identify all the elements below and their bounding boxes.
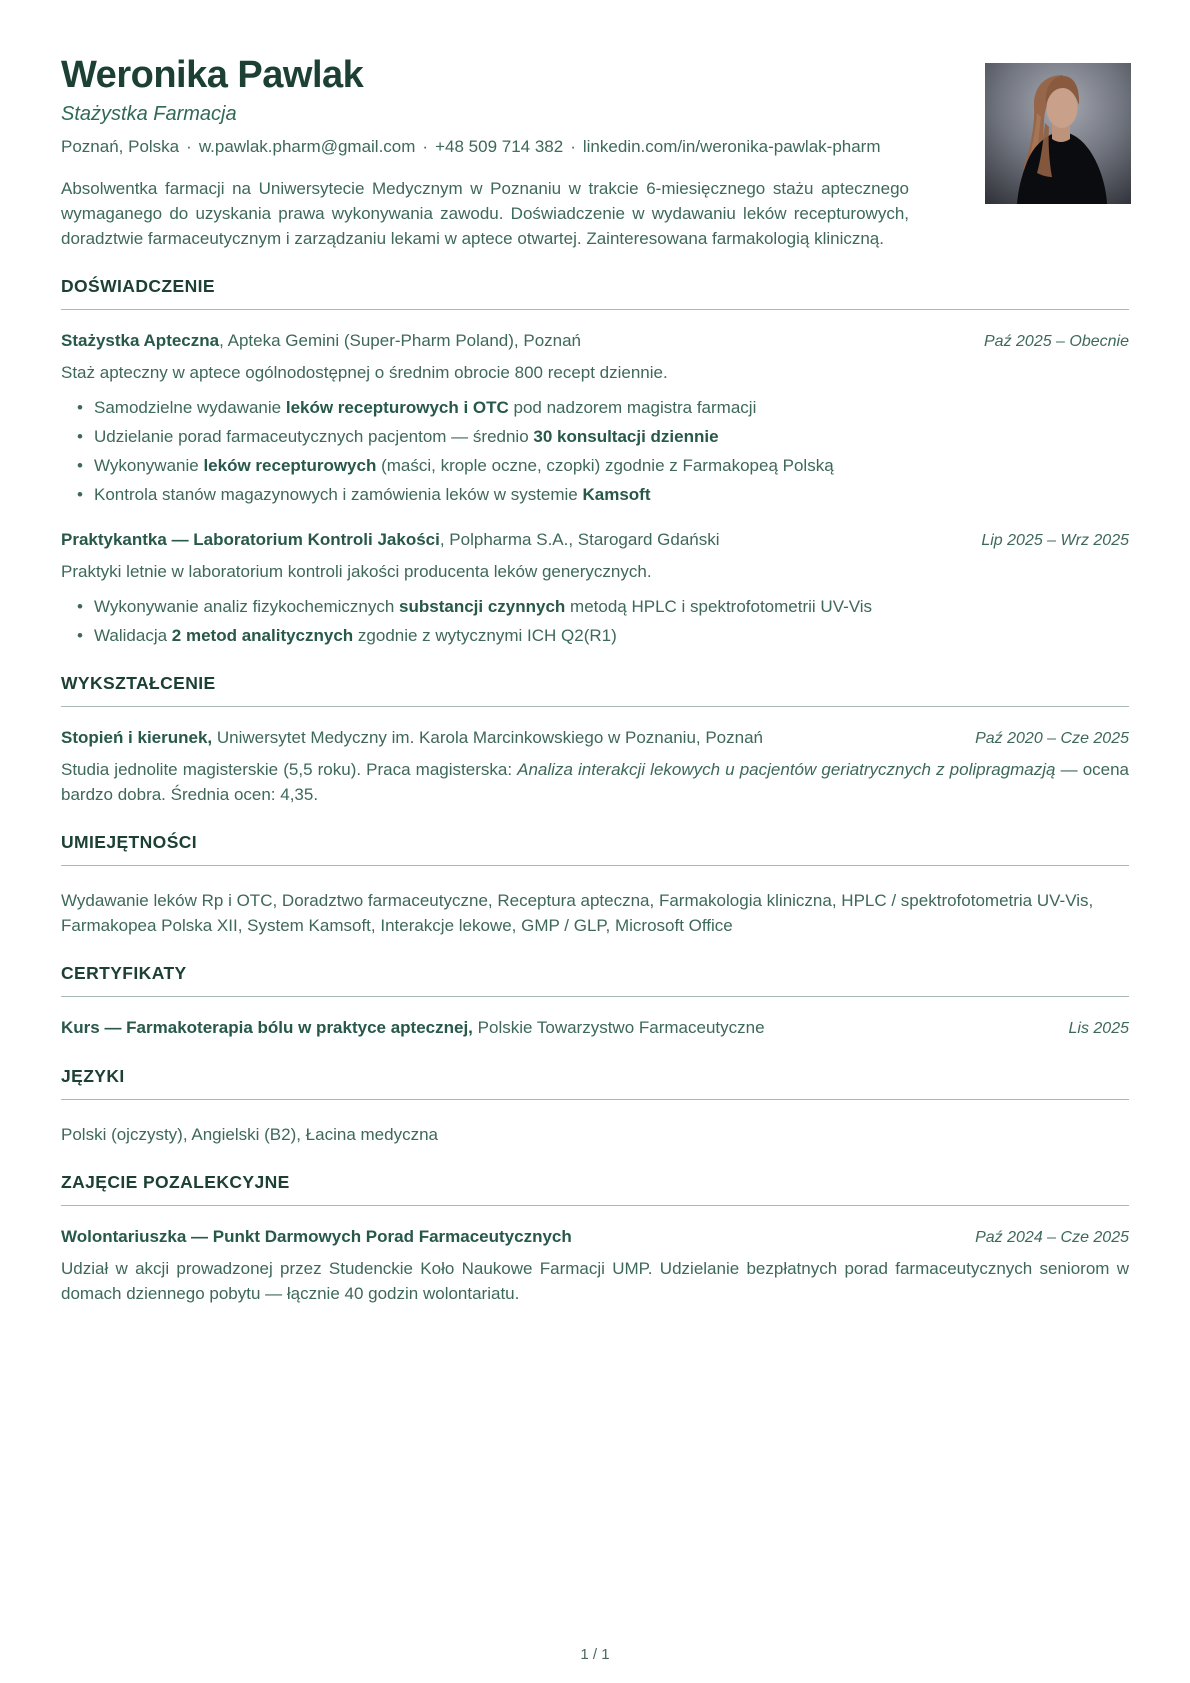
entry-date: Paź 2020 – Cze 2025	[975, 730, 1129, 747]
section-languages	[61, 1065, 1129, 1147]
entry-date: Lip 2025 – Wrz 2025	[981, 532, 1129, 549]
contact-line	[61, 136, 1129, 158]
section-education	[61, 672, 1129, 807]
entry-header	[61, 1224, 1129, 1250]
section-experience	[61, 275, 1129, 648]
bullet-item: • Wykonywanie leków recepturowych (maści, krople oczne, czopki) zgodnie z Farmakopeą Polską	[94, 453, 1129, 478]
entry-description: Staż apteczny w aptece ogólnodostępnej o średnim obrocie 800 recept dziennie.	[61, 363, 668, 382]
entry-title: Praktykantka — Laboratorium Kontroli Jakości, Polpharma S.A., Starogard Gdański	[61, 530, 720, 549]
bullet-item: • Kontrola stanów magazynowych i zamówienia leków w systemie Kamsoft	[94, 482, 1129, 507]
entry-description: Studia jednolite magisterskie (5,5 roku). Praca magisterska: Analiza interakcji lekowych u pacjentów geriatrycznych z polipragmazją — ocena bardzo dobra. Średnia ocen: 4,35.	[61, 760, 1130, 804]
languages-list: Polski (ojczysty), Angielski (B2), Łacina medyczna	[61, 1125, 438, 1144]
profile-photo	[985, 63, 1131, 204]
contact-separator: ·	[570, 137, 576, 156]
education-entry	[61, 725, 1129, 807]
bullet-item: • Wykonywanie analiz fizykochemicznych substancji czynnych metodą HPLC i spektrofotometrii UV-Vis	[94, 594, 1129, 619]
entry-title: Stopień i kierunek, Uniwersytet Medyczny im. Karola Marcinkowskiego w Poznaniu, Poznań	[61, 728, 763, 747]
experience-entry	[61, 527, 1129, 648]
entry-header	[61, 328, 1129, 354]
bullet-list	[61, 395, 1129, 507]
entry-title: Kurs — Farmakoterapia bólu w praktyce aptecznej, Polskie Towarzystwo Farmaceutyczne	[61, 1018, 765, 1037]
entry-description: Praktyki letnie w laboratorium kontroli jakości producenta leków generycznych.	[61, 562, 652, 581]
person-name: Weronika Pawlak	[61, 54, 364, 96]
contact-separator: ·	[186, 137, 192, 156]
entry-date: Paź 2024 – Cze 2025	[975, 1229, 1129, 1246]
bullet-item: • Walidacja 2 metod analitycznych zgodnie z wytycznymi ICH Q2(R1)	[94, 623, 1129, 648]
page-indicator: 1 / 1	[580, 1646, 610, 1663]
section-heading: UMIEJĘTNOŚCI	[61, 831, 1129, 866]
entry-title: Wolontariuszka — Punkt Darmowych Porad Farmaceutycznych	[61, 1227, 572, 1246]
experience-entry	[61, 328, 1129, 507]
section-heading: WYKSZTAŁCENIE	[61, 672, 1129, 707]
section-heading: JĘZYKI	[61, 1065, 1129, 1100]
entry-title: Stażystka Apteczna, Apteka Gemini (Super-Pharm Poland), Poznań	[61, 331, 582, 350]
contact-email: w.pawlak.pharm@gmail.com	[198, 137, 416, 156]
contact-phone: +48 509 714 382	[435, 137, 564, 156]
entry-date: Paź 2025 – Obecnie	[984, 333, 1129, 350]
bullet-item: • Udzielanie porad farmaceutycznych pacjentom — średnio 30 konsultacji dziennie	[94, 424, 1129, 449]
section-certificates	[61, 962, 1129, 1041]
certificate-entry	[61, 1015, 1129, 1041]
contact-separator: ·	[422, 137, 429, 156]
entry-description: Udział w akcji prowadzonej przez Studenckie Koło Naukowe Farmacji UMP. Udzielanie bezpłatnych porad farmaceutycznych seniorom w domach dziennego pobytu — łącznie 40 godzin wolontariatu.	[61, 1259, 1129, 1303]
entry-header	[61, 527, 1129, 553]
section-extracurricular	[61, 1171, 1129, 1306]
resume-header	[61, 54, 1129, 251]
extracurricular-entry	[61, 1224, 1129, 1306]
skills-list: Wydawanie leków Rp i OTC, Doradztwo farmaceutyczne, Receptura apteczna, Farmakologia kliniczna, HPLC / spektrofotometria UV-Vis, Farmakopea Polska XII, System Kamsoft, Interakcje lekowe, GMP / GLP, Microsoft Office	[61, 891, 1094, 935]
entry-date: Lis 2025	[1068, 1020, 1129, 1037]
bullet-item: • Samodzielne wydawanie leków recepturowych i OTC pod nadzorem magistra farmacji	[94, 395, 1129, 420]
portrait-illustration	[985, 63, 1131, 204]
entry-header	[61, 725, 1129, 751]
section-heading: CERTYFIKATY	[61, 962, 1129, 997]
contact-linkedin: linkedin.com/in/weronika-pawlak-pharm	[582, 137, 881, 156]
profile-summary: Absolwentka farmacji na Uniwersytecie Medycznym w Poznaniu w trakcie 6-miesięcznego stażu aptecznego wymaganego do uzyskania prawa wykonywania zawodu. Doświadczenie w wydawaniu leków recepturowych, doradztwie farmaceutycznym i zarządzaniu lekami w aptece otwartej. Zainteresowana farmakologią kliniczną.	[61, 179, 909, 248]
person-job-title: Stażystka Farmacja	[61, 103, 237, 125]
bullet-list	[61, 594, 1129, 648]
entry-header	[61, 1015, 1129, 1041]
section-heading: DOŚWIADCZENIE	[61, 275, 1129, 310]
section-heading: ZAJĘCIE POZALEKCYJNE	[61, 1171, 1129, 1206]
section-skills	[61, 831, 1129, 938]
contact-location: Poznań, Polska	[61, 137, 180, 156]
